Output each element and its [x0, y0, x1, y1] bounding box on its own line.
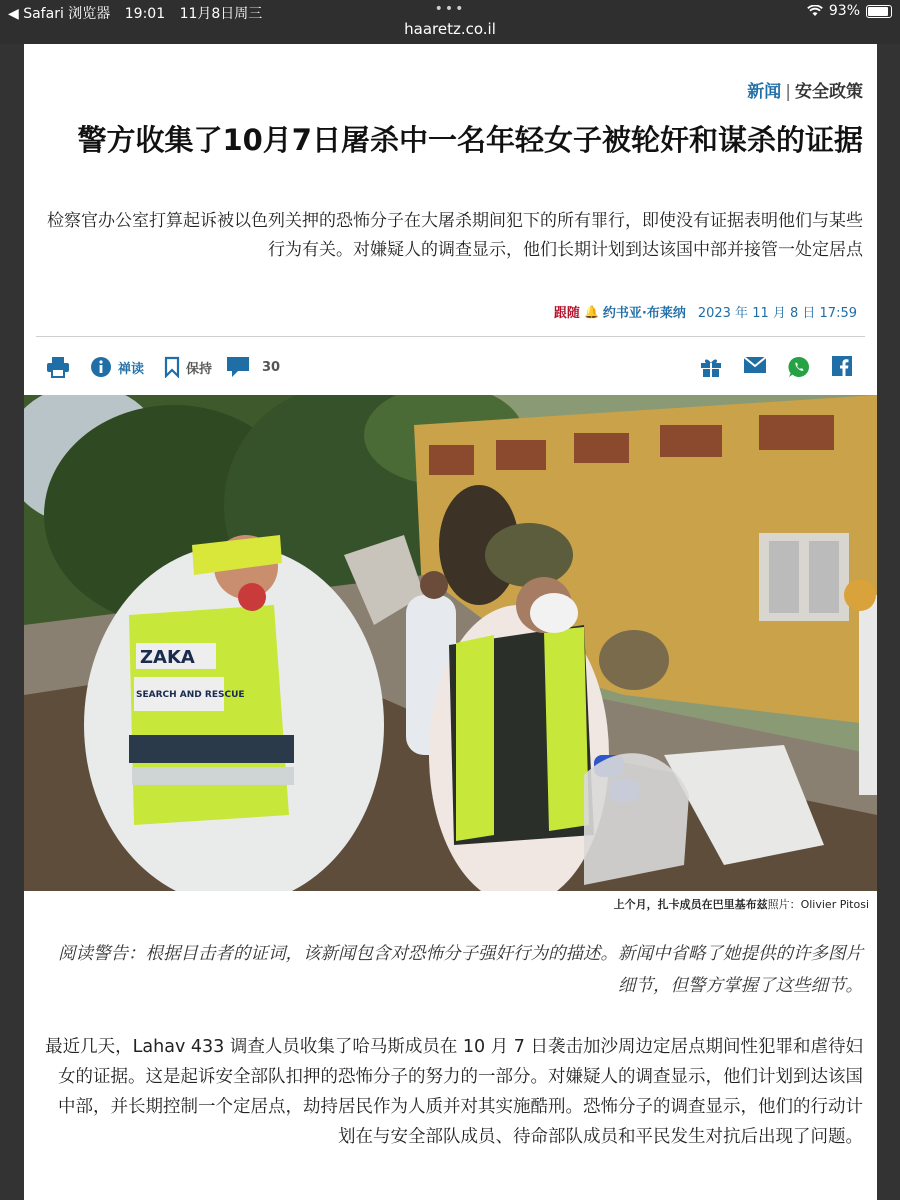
- more-dots-icon[interactable]: •••: [434, 1, 466, 17]
- article-body-paragraph: 最近几天，Lahav 433 调查人员收集了哈马斯成员在 10 月 7 日袭击加沙周边定居点期间性犯罪和虐待妇女的证据。这是起诉安全部队扣押的恐怖分子的努力的一部分。对嫌疑人的调查显示，他们计划到达该国中部，并长期控制一个定居点，劫持居民作为人质并对其实施酷刑。恐怖分子的调查显示，他们的行动计划在与安全部队成员、待命部队成员和平民发生对抗后出现了问题。: [45, 1037, 863, 1147]
- caption-credit: 照片：Olivier Pitosi: [767, 898, 869, 911]
- byline: [554, 302, 857, 321]
- url-bar[interactable]: haaretz.co.il: [404, 20, 496, 38]
- photo-scene: [24, 395, 877, 891]
- gift-icon: [700, 356, 722, 378]
- email-share-button[interactable]: [743, 356, 767, 374]
- vest-text-search: SEARCH AND RESCUE: [136, 690, 245, 700]
- divider: [36, 336, 865, 337]
- article-headline: 警方收集了10月7日屠杀中一名年轻女子被轮奸和谋杀的证据: [77, 123, 863, 157]
- photo-caption: [614, 896, 869, 912]
- gift-button[interactable]: [700, 356, 722, 378]
- section-news-link[interactable]: 新闻: [747, 82, 782, 102]
- vest-text-zaka: ZAKA: [140, 647, 195, 668]
- whatsapp-icon: [788, 356, 810, 378]
- follow-button[interactable]: 跟随: [553, 306, 580, 321]
- facebook-share-button[interactable]: [832, 356, 852, 376]
- info-icon: [90, 356, 112, 378]
- back-to-app[interactable]: ◀ Safari 浏览器: [8, 6, 111, 22]
- comment-icon: [226, 356, 250, 378]
- save-label: 保持: [186, 361, 213, 377]
- whatsapp-share-button[interactable]: [788, 356, 810, 378]
- section-breadcrumb: 新闻 | 安全政策: [747, 82, 863, 102]
- status-bar: [0, 0, 900, 44]
- author-link[interactable]: 约书亚·布莱纳: [602, 306, 686, 321]
- battery-percent: 93%: [828, 3, 860, 19]
- battery-icon: [866, 5, 892, 18]
- article-toolbar: [24, 350, 877, 390]
- caption-text: 上个月，扎卡成员在巴里基布兹: [613, 898, 768, 911]
- comments-count: 30: [262, 359, 281, 375]
- comments-button[interactable]: [226, 356, 280, 378]
- read-mode-button[interactable]: [90, 356, 144, 378]
- print-icon: [46, 356, 70, 378]
- save-button[interactable]: [164, 356, 212, 378]
- wifi-icon: [807, 5, 823, 17]
- facebook-icon: [832, 356, 852, 376]
- article-subhead: 检察官办公室打算起诉被以色列关押的恐怖分子在大屠杀期间犯下的所有罪行，即使没有证据表明他们与某些行为有关。对嫌疑人的调查显示，他们长期计划到达该国中部并接管一处定居点: [47, 211, 863, 260]
- article-page: [24, 44, 877, 1200]
- bookmark-icon: [164, 356, 180, 378]
- status-date: 11月8日周三: [179, 6, 263, 22]
- print-button[interactable]: [46, 356, 70, 378]
- bell-icon[interactable]: 🔔: [583, 304, 599, 319]
- section-policy-link[interactable]: 安全政策: [795, 82, 863, 102]
- status-time: 19:01: [124, 6, 166, 22]
- mail-icon: [743, 356, 767, 374]
- read-mode-label: 禅读: [118, 361, 145, 377]
- publish-date: 2023 年 11 月 8 日 17:59: [697, 306, 857, 321]
- reading-warning: 阅读警告：根据目击者的证词，该新闻包含对恐怖分子强奸行为的描述。新闻中省略了她提供的许多图片细节，但警方掌握了这些细节。: [58, 944, 863, 996]
- article-photo: [24, 395, 877, 891]
